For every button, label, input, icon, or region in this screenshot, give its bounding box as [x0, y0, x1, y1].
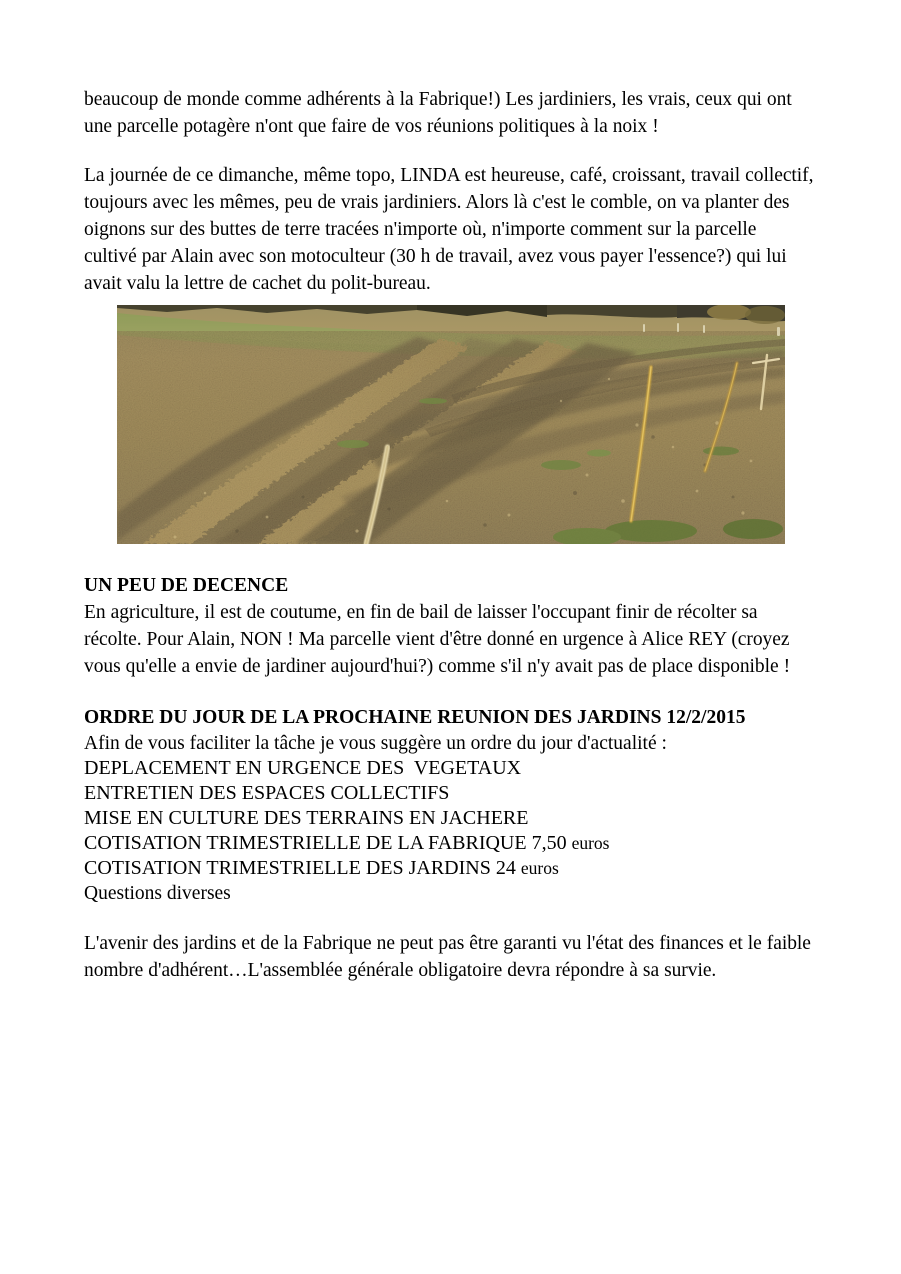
heading-ordre-du-jour: ORDRE DU JOUR DE LA PROCHAINE REUNION DES JARDINS 12/2/2015 — [84, 707, 746, 728]
agenda-item — [84, 781, 814, 806]
agenda-item — [84, 831, 814, 856]
agenda-item-label: Questions diverses — [84, 883, 231, 904]
agenda-item-label: DEPLACEMENT EN URGENCE DES VEGETAUX — [84, 757, 522, 779]
paragraph-closing: L'avenir des jardins et de la Fabrique ne peut pas être garanti vu l'état des finances et le faible nombre d'adhérent…L'assemblée générale obligatoire devra répondre à sa survie. — [84, 933, 811, 981]
photo-canvas — [117, 305, 785, 544]
heading-un-peu-de-decence: UN PEU DE DECENCE — [84, 575, 289, 596]
agenda-item-label: MISE EN CULTURE DES TERRAINS EN JACHERE — [84, 807, 529, 829]
section-decence — [84, 572, 814, 680]
agenda-item-unit: euros — [520, 858, 559, 878]
agenda-item — [84, 856, 814, 881]
spacer-2 — [84, 906, 814, 930]
spacer-1 — [84, 680, 814, 704]
agenda-intro: Afin de vous faciliter la tâche je vous suggère un ordre du jour d'actualité : — [84, 733, 667, 754]
document-body — [84, 86, 814, 297]
paragraph-dimanche: La journée de ce dimanche, même topo, LINDA est heureuse, café, croissant, travail collectif, toujours avec les mêmes, peu de vrais jardiniers. Alors là c'est le comble, on va planter des oignons sur des buttes de terre tracées n'importe où, n'importe comment sur la parcelle cultivé par Alain avec son motoculteur (30 h de travail, avez vous payer l'essence?) qui lui avait valu la lettre de cachet du polit-bureau. — [84, 165, 814, 294]
paragraph-decence: En agriculture, il est de coutume, en fin de bail de laisser l'occupant finir de récolter sa récolte. Pour Alain, NON ! Ma parcelle vient d'être donné en urgence à Alice REY (croyez vous qu'elle a envie de jardiner aujourd'hui?) comme s'il n'y avait pas de place disponible ! — [84, 602, 791, 677]
field-photograph — [117, 305, 785, 544]
section-ordre-du-jour — [84, 704, 814, 906]
agenda-item-label: COTISATION TRIMESTRIELLE DES JARDINS 24 — [84, 857, 521, 879]
agenda-item-unit: euros — [571, 833, 610, 853]
paragraph-intro: beaucoup de monde comme adhérents à la Fabrique!) Les jardiniers, les vrais, ceux qui ont une parcelle potagère n'ont que faire de vos réunions politiques à la noix ! — [84, 89, 792, 137]
agenda-item — [84, 756, 814, 781]
agenda-item-label: ENTRETIEN DES ESPACES COLLECTIFS — [84, 782, 450, 804]
agenda-item-label: COTISATION TRIMESTRIELLE DE LA FABRIQUE 7,50 — [84, 832, 572, 854]
agenda-item — [84, 881, 814, 906]
agenda-item — [84, 806, 814, 831]
document-body-lower — [84, 572, 814, 984]
photo-illustration — [117, 305, 785, 544]
